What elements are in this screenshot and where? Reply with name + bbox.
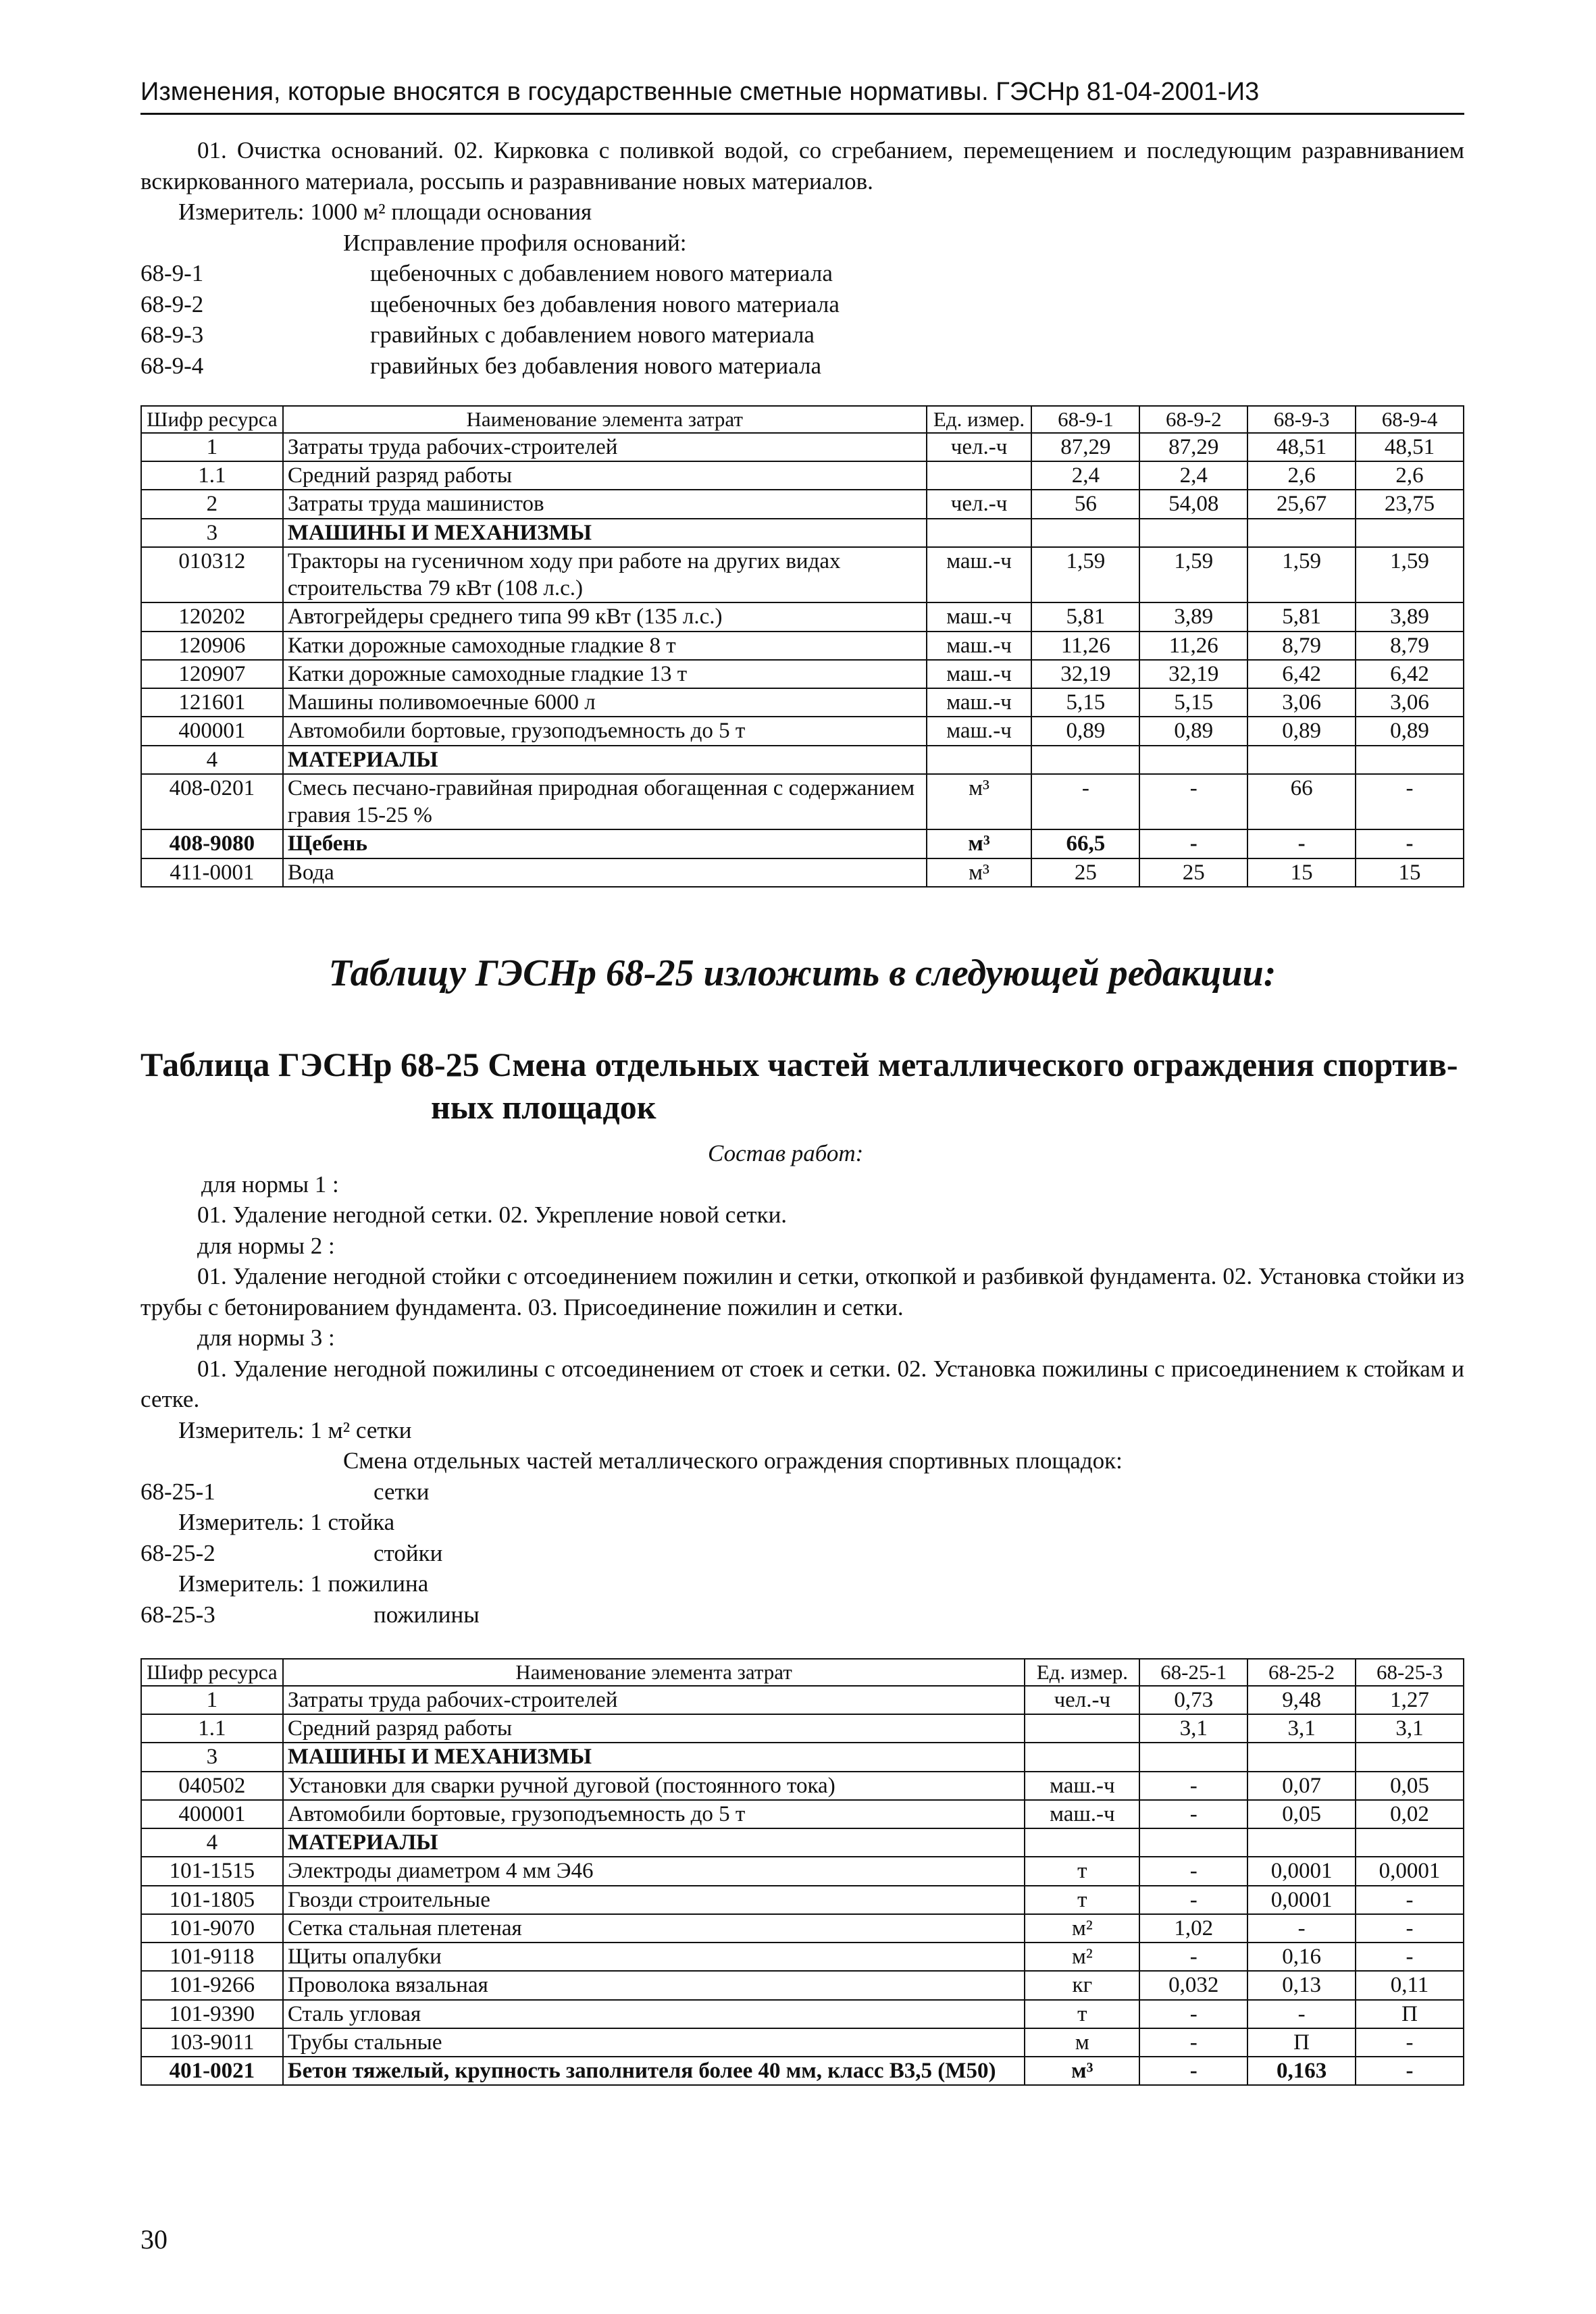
cell-value: - (1247, 1914, 1356, 1943)
cell-name: Катки дорожные самоходные гладкие 8 т (283, 632, 927, 660)
cell-unit: м³ (927, 829, 1032, 858)
norm-line (140, 1599, 1464, 1630)
measure-1: Измеритель: 1 м² сетки (178, 1416, 412, 1443)
cell-value: 11,26 (1031, 632, 1139, 660)
cell-value: 2,6 (1356, 461, 1464, 490)
cell-value: 66 (1247, 774, 1356, 830)
cell-code: 400001 (141, 1800, 283, 1828)
cell-name: Затраты труда машинистов (283, 490, 927, 518)
column-header: 68-9-1 (1031, 406, 1139, 433)
cell-value: - (1356, 1943, 1464, 1971)
cell-value: 2,4 (1031, 461, 1139, 490)
column-header: 68-25-2 (1247, 1659, 1356, 1686)
norm-code: 68-9-1 (140, 260, 204, 286)
table-row (141, 1743, 1464, 1771)
cell-code: 101-1805 (141, 1886, 283, 1914)
cell-code: 1 (141, 1686, 283, 1714)
resource-table-68-9 (140, 405, 1464, 888)
cell-value: 0,0001 (1247, 1886, 1356, 1914)
cell-value: 11,26 (1139, 632, 1247, 660)
cell-name: Машины поливомоечные 6000 л (283, 688, 927, 717)
cell-value: - (1139, 2000, 1247, 2028)
cell-value: - (1139, 774, 1247, 830)
cell-value: 1,27 (1356, 1686, 1464, 1714)
cell-value: 1,59 (1139, 547, 1247, 603)
cell-value (1247, 746, 1356, 774)
cell-value: - (1356, 829, 1464, 858)
cell-value: 0,13 (1247, 1971, 1356, 1999)
column-header: 68-9-2 (1139, 406, 1247, 433)
cell-unit: м³ (927, 858, 1032, 887)
cell-unit (927, 519, 1032, 547)
cell-code: 120907 (141, 660, 283, 688)
cell-unit: чел.-ч (927, 433, 1032, 461)
cell-name: Тракторы на гусеничном ходу при работе на других видах строительства 79 кВт (108 л.с.) (283, 547, 927, 603)
table-row (141, 829, 1464, 858)
norm-code: 68-9-2 (140, 290, 204, 317)
cell-unit: кг (1025, 1971, 1139, 1999)
column-header: Шифр ресурса (141, 406, 283, 433)
cell-code: 101-9070 (141, 1914, 283, 1943)
table-row (141, 1714, 1464, 1743)
cell-value: 2,4 (1139, 461, 1247, 490)
table-row (141, 1943, 1464, 1971)
cell-unit: чел.-ч (927, 490, 1032, 518)
cell-name: Средний разряд работы (283, 1714, 1025, 1743)
table-row (141, 688, 1464, 717)
norm-name: гравийных без добавления нового материала (370, 352, 821, 379)
cell-name: Смесь песчано-гравийная природная обогащенная с содержанием гравия 15-25 % (283, 774, 927, 830)
table-title-line1: Таблица ГЭСНр 68-25 Смена отдельных частей металлического ограждения спортив- (140, 1046, 1458, 1083)
cell-value: 32,19 (1031, 660, 1139, 688)
part1-subtitle: Исправление профиля оснований: (343, 229, 687, 256)
table-row (141, 1914, 1464, 1943)
cell-value: 8,79 (1356, 632, 1464, 660)
cell-value: 0,16 (1247, 1943, 1356, 1971)
cell-value: - (1356, 1886, 1464, 1914)
cell-value: 8,79 (1247, 632, 1356, 660)
cell-value (1031, 746, 1139, 774)
cell-value (1139, 1828, 1247, 1857)
cell-value: 15 (1247, 858, 1356, 887)
cell-value: 32,19 (1139, 660, 1247, 688)
cell-value: 0,032 (1139, 1971, 1247, 1999)
cell-value: 2,6 (1247, 461, 1356, 490)
cell-name: Катки дорожные самоходные гладкие 13 т (283, 660, 927, 688)
cell-value: 0,89 (1139, 717, 1247, 745)
table-68-9-wrap (140, 405, 1464, 888)
cell-name: Проволока вязальная (283, 1971, 1025, 1999)
cell-value (1356, 1828, 1464, 1857)
cell-code: 3 (141, 1743, 283, 1771)
cell-code: 1.1 (141, 461, 283, 490)
cell-value: - (1247, 2000, 1356, 2028)
cell-unit: м² (1025, 1943, 1139, 1971)
cell-value: 1,59 (1031, 547, 1139, 603)
resource-table-68-25 (140, 1658, 1464, 2086)
page-number: 30 (140, 2224, 168, 2255)
cell-unit: маш.-ч (1025, 1772, 1139, 1800)
cell-name: Трубы стальные (283, 2028, 1025, 2057)
cell-name: Щебень (283, 829, 927, 858)
table-row (141, 433, 1464, 461)
cell-value: 1,02 (1139, 1914, 1247, 1943)
cell-code: 121601 (141, 688, 283, 717)
cell-unit: т (1025, 2000, 1139, 2028)
part1-text (140, 135, 1464, 381)
cell-value: 1,59 (1356, 547, 1464, 603)
table-row (141, 746, 1464, 774)
table-row (141, 1828, 1464, 1857)
cell-unit: чел.-ч (1025, 1686, 1139, 1714)
part1-measure: Измеритель: 1000 м² площади основания (178, 199, 592, 225)
cell-value (1139, 746, 1247, 774)
cell-value: 0,0001 (1356, 1857, 1464, 1885)
cell-unit: м (1025, 2028, 1139, 2057)
norm-line (140, 1476, 1464, 1508)
table-row (141, 1686, 1464, 1714)
cell-unit: м³ (1025, 2057, 1139, 2085)
cell-value: 6,42 (1247, 660, 1356, 688)
cell-value: - (1139, 2057, 1247, 2085)
for-norm-2: для нормы 2 : (197, 1232, 335, 1259)
cell-value: 48,51 (1356, 433, 1464, 461)
running-header: Изменения, которые вносятся в государственные сметные нормативы. ГЭСНр 81-04-2001-И3 (140, 76, 1464, 115)
for-norm-1: для нормы 1 : (201, 1171, 339, 1198)
cell-value: 3,1 (1247, 1714, 1356, 1743)
cell-name: Бетон тяжелый, крупность заполнителя более 40 мм, класс В3,5 (М50) (283, 2057, 1025, 2085)
norm-line (140, 351, 1464, 382)
cell-name: МАШИНЫ И МЕХАНИЗМЫ (283, 519, 927, 547)
cell-value: - (1356, 1914, 1464, 1943)
cell-name: Щиты опалубки (283, 1943, 1025, 1971)
cell-value: 0,05 (1247, 1800, 1356, 1828)
cell-value: 6,42 (1356, 660, 1464, 688)
cell-unit: маш.-ч (927, 717, 1032, 745)
column-header: Ед. измер. (1025, 1659, 1139, 1686)
cell-value: - (1356, 774, 1464, 830)
norm-line (140, 319, 1464, 351)
cell-value: 66,5 (1031, 829, 1139, 858)
cell-code: 101-9266 (141, 1971, 283, 1999)
cell-value: 25 (1139, 858, 1247, 887)
cell-unit: маш.-ч (927, 602, 1032, 631)
cell-value: 23,75 (1356, 490, 1464, 518)
cell-value: 1,59 (1247, 547, 1356, 603)
table-68-25-wrap (140, 1658, 1464, 2086)
cell-value (1356, 746, 1464, 774)
cell-unit (927, 746, 1032, 774)
cell-value: 5,15 (1031, 688, 1139, 717)
table-title-line2: ных площадок (431, 1087, 657, 1126)
cell-value: 3,1 (1356, 1714, 1464, 1743)
cell-value: П (1356, 2000, 1464, 2028)
cell-value (1139, 519, 1247, 547)
cell-value: 0,02 (1356, 1800, 1464, 1828)
cell-value: 5,15 (1139, 688, 1247, 717)
part2-subtitle: Смена отдельных частей металлического ограждения спортивных площадок: (343, 1447, 1123, 1474)
cell-value: - (1031, 774, 1139, 830)
cell-code: 2 (141, 490, 283, 518)
cell-unit: м² (1025, 1914, 1139, 1943)
norm-name: сетки (374, 1478, 430, 1505)
norm-name: гравийных с добавлением нового материала (370, 322, 815, 348)
cell-value: 0,11 (1356, 1971, 1464, 1999)
cell-value: - (1139, 829, 1247, 858)
cell-code: 040502 (141, 1772, 283, 1800)
cell-name: Автомобили бортовые, грузоподъемность до 5 т (283, 1800, 1025, 1828)
cell-unit: маш.-ч (1025, 1800, 1139, 1828)
cell-unit: т (1025, 1886, 1139, 1914)
cell-value: - (1139, 2028, 1247, 2057)
cell-unit: м³ (927, 774, 1032, 830)
cell-name: Сталь угловая (283, 2000, 1025, 2028)
cell-unit: маш.-ч (927, 688, 1032, 717)
cell-value: 3,89 (1356, 602, 1464, 631)
cell-value: 0,89 (1031, 717, 1139, 745)
cell-value: 54,08 (1139, 490, 1247, 518)
cell-name: Средний разряд работы (283, 461, 927, 490)
instruction-heading: Таблицу ГЭСНр 68-25 изложить в следующей редакции: (328, 952, 1277, 994)
cell-code: 010312 (141, 547, 283, 603)
cell-value: 0,89 (1356, 717, 1464, 745)
table-row (141, 632, 1464, 660)
cell-value: 3,1 (1139, 1714, 1247, 1743)
cell-code: 401-0021 (141, 2057, 283, 2085)
cell-name: МАТЕРИАЛЫ (283, 746, 927, 774)
table-row (141, 519, 1464, 547)
cell-value: 0,0001 (1247, 1857, 1356, 1885)
cell-unit (927, 461, 1032, 490)
table-row (141, 490, 1464, 518)
cell-value: 3,06 (1356, 688, 1464, 717)
column-header: Наименование элемента затрат (283, 406, 927, 433)
cell-unit (1025, 1828, 1139, 1857)
cell-value: 0,89 (1247, 717, 1356, 745)
cell-value (1031, 519, 1139, 547)
column-header: Шифр ресурса (141, 1659, 283, 1686)
cell-unit: маш.-ч (927, 660, 1032, 688)
cell-value: 87,29 (1031, 433, 1139, 461)
norm-name: щебеночных с добавлением нового материала (370, 260, 833, 286)
cell-value (1356, 1743, 1464, 1771)
cell-code: 1.1 (141, 1714, 283, 1743)
column-header: 68-9-3 (1247, 406, 1356, 433)
cell-unit (1025, 1714, 1139, 1743)
norm-2-text: 01. Удаление негодной стойки с отсоединением пожилин и сетки, откопкой и разбивкой фундамента. 02. Установка стойки из трубы с бетонированием фундамента. 03. Присоединение пожилин и сетки. (140, 1263, 1464, 1320)
column-header: Ед. измер. (927, 406, 1032, 433)
cell-code: 120906 (141, 632, 283, 660)
cell-code: 4 (141, 746, 283, 774)
cell-value: 25 (1031, 858, 1139, 887)
cell-name: МАШИНЫ И МЕХАНИЗМЫ (283, 1743, 1025, 1771)
cell-value: 0,73 (1139, 1686, 1247, 1714)
cell-unit (1025, 1743, 1139, 1771)
cell-name: Вода (283, 858, 927, 887)
cell-value: П (1247, 2028, 1356, 2057)
column-header: 68-9-4 (1356, 406, 1464, 433)
table-row (141, 2000, 1464, 2028)
table-row (141, 858, 1464, 887)
table-row (141, 1857, 1464, 1885)
cell-name: Автогрейдеры среднего типа 99 кВт (135 л.с.) (283, 602, 927, 631)
table-title (140, 1044, 1464, 1128)
cell-name: Установки для сварки ручной дуговой (постоянного тока) (283, 1772, 1025, 1800)
table-row (141, 2057, 1464, 2085)
norm-name: стойки (374, 1539, 443, 1566)
cell-value: 3,06 (1247, 688, 1356, 717)
norm-code: 68-25-1 (140, 1478, 215, 1505)
cell-name: Автомобили бортовые, грузоподъемность до 5 т (283, 717, 927, 745)
column-header: 68-25-3 (1356, 1659, 1464, 1686)
cell-value: 15 (1356, 858, 1464, 887)
cell-value (1247, 519, 1356, 547)
cell-code: 1 (141, 433, 283, 461)
cell-code: 400001 (141, 717, 283, 745)
cell-name: МАТЕРИАЛЫ (283, 1828, 1025, 1857)
cell-code: 411-0001 (141, 858, 283, 887)
cell-name: Сетка стальная плетеная (283, 1914, 1025, 1943)
cell-unit: маш.-ч (927, 547, 1032, 603)
table-row (141, 774, 1464, 830)
cell-value (1247, 1743, 1356, 1771)
cell-name: Гвозди строительные (283, 1886, 1025, 1914)
cell-code: 120202 (141, 602, 283, 631)
table-row (141, 660, 1464, 688)
cell-code: 101-1515 (141, 1857, 283, 1885)
table-row (141, 2028, 1464, 2057)
cell-value: 0,163 (1247, 2057, 1356, 2085)
norm-3-text: 01. Удаление негодной пожилины с отсоединением от стоек и сетки. 02. Установка пожилины с присоединением к стойкам и сетке. (140, 1355, 1464, 1412)
cell-value: - (1139, 1857, 1247, 1885)
cell-value: - (1139, 1886, 1247, 1914)
norm-name: пожилины (374, 1601, 480, 1628)
cell-value: 3,89 (1139, 602, 1247, 631)
cell-value: - (1356, 2057, 1464, 2085)
cell-value: - (1139, 1943, 1247, 1971)
cell-value: - (1247, 829, 1356, 858)
cell-value: 0,05 (1356, 1772, 1464, 1800)
norm-line (140, 258, 1464, 289)
cell-value: 9,48 (1247, 1686, 1356, 1714)
norm-line (140, 1538, 1464, 1569)
cell-unit: маш.-ч (927, 632, 1032, 660)
cell-value (1356, 519, 1464, 547)
table-row (141, 461, 1464, 490)
norm-line (140, 289, 1464, 320)
cell-value (1247, 1828, 1356, 1857)
cell-value: 5,81 (1031, 602, 1139, 631)
table-row (141, 1971, 1464, 1999)
cell-value: 48,51 (1247, 433, 1356, 461)
cell-code: 4 (141, 1828, 283, 1857)
table-row (141, 602, 1464, 631)
table-row (141, 717, 1464, 745)
cell-code: 408-9080 (141, 829, 283, 858)
cell-value (1139, 1743, 1247, 1771)
part1-intro: 01. Очистка оснований. 02. Кирковка с поливкой водой, со сгребанием, перемещением и последующим разравниванием вскиркованного материала, россыпь и разравнивание новых материалов. (140, 137, 1464, 195)
cell-name: Затраты труда рабочих-строителей (283, 1686, 1025, 1714)
table-row (141, 1800, 1464, 1828)
norm-code: 68-25-2 (140, 1539, 215, 1566)
part2-text (140, 1138, 1464, 1630)
cell-value: - (1139, 1772, 1247, 1800)
column-header: 68-25-1 (1139, 1659, 1247, 1686)
measure-3: Измеритель: 1 пожилина (178, 1570, 429, 1597)
cell-value: 56 (1031, 490, 1139, 518)
column-header: Наименование элемента затрат (283, 1659, 1025, 1686)
cell-value: 5,81 (1247, 602, 1356, 631)
norm-code: 68-25-3 (140, 1601, 215, 1628)
table-row (141, 1772, 1464, 1800)
for-norm-3: для нормы 3 : (197, 1325, 335, 1351)
cell-value: 87,29 (1139, 433, 1247, 461)
cell-code: 408-0201 (141, 774, 283, 830)
table-row (141, 547, 1464, 603)
composition-label: Состав работ: (708, 1140, 864, 1166)
measure-2: Измеритель: 1 стойка (178, 1509, 395, 1535)
table-row (141, 1886, 1464, 1914)
cell-code: 101-9118 (141, 1943, 283, 1971)
cell-value: 25,67 (1247, 490, 1356, 518)
cell-name: Электроды диаметром 4 мм Э46 (283, 1857, 1025, 1885)
norm-name: щебеночных без добавления нового материала (370, 290, 840, 317)
cell-value: - (1356, 2028, 1464, 2057)
cell-code: 3 (141, 519, 283, 547)
norm-code: 68-9-3 (140, 322, 204, 348)
cell-code: 101-9390 (141, 2000, 283, 2028)
cell-code: 103-9011 (141, 2028, 283, 2057)
cell-name: Затраты труда рабочих-строителей (283, 433, 927, 461)
cell-unit: т (1025, 1857, 1139, 1885)
norm-code: 68-9-4 (140, 352, 204, 379)
norm-1-text: 01. Удаление негодной сетки. 02. Укрепление новой сетки. (197, 1202, 788, 1228)
cell-value: - (1139, 1800, 1247, 1828)
cell-value: 0,07 (1247, 1772, 1356, 1800)
